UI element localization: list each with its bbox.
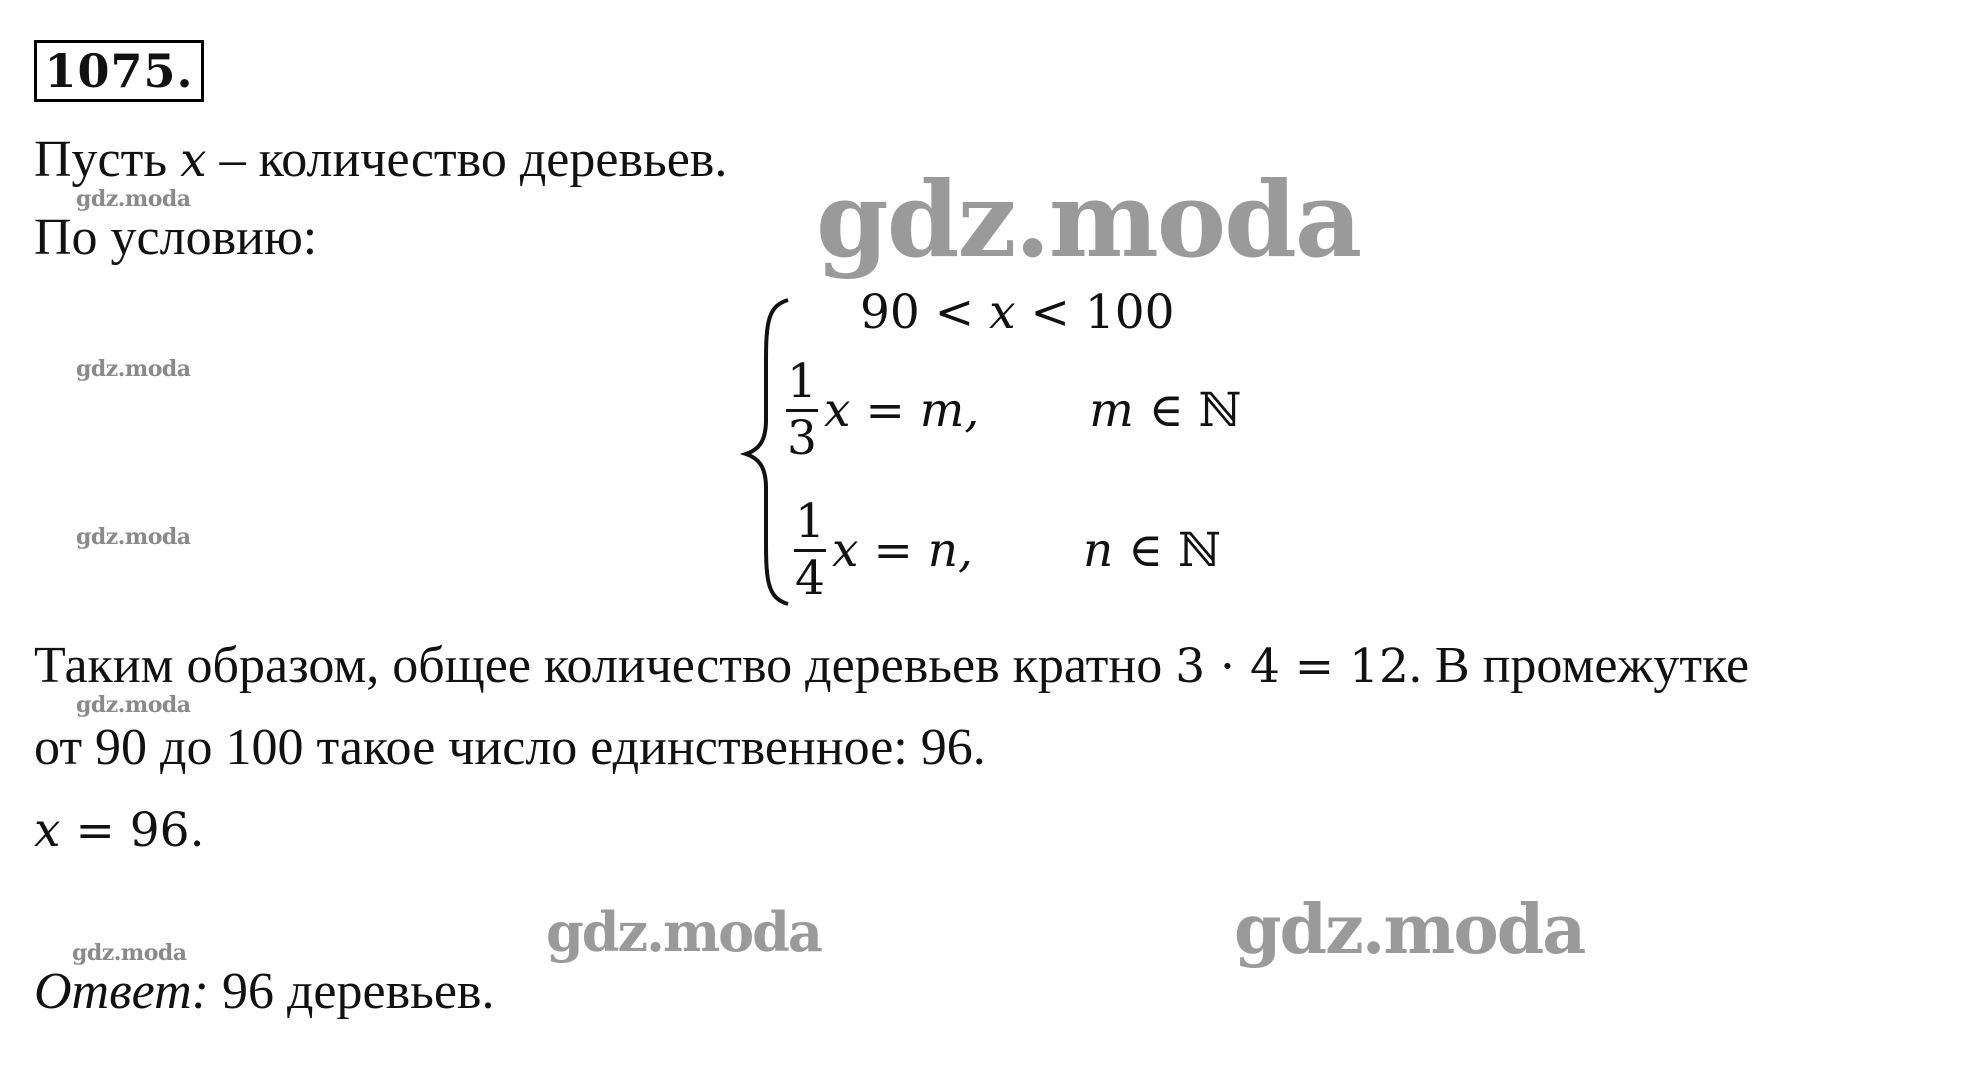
row2-variable: x xyxy=(824,382,851,438)
system-row-3 xyxy=(794,490,1221,610)
row1-variable: x xyxy=(989,284,1016,340)
row3-condition-set: ∈ ℕ xyxy=(1113,522,1221,578)
conclusion-text-b: . В промежутке xyxy=(1408,637,1750,694)
row2-condition-variable: m xyxy=(1089,382,1134,438)
answer-label: Ответ: xyxy=(34,963,209,1020)
conclusion-line-1 xyxy=(34,636,1749,697)
intro-text-a: Пусть xyxy=(34,131,181,188)
condition-line: По условию: xyxy=(34,209,318,266)
watermark-small: gdz.moda xyxy=(76,186,191,212)
row2-rhs: m, xyxy=(919,382,980,438)
problem-number: 1075. xyxy=(34,40,204,102)
answer-text: 96 деревьев. xyxy=(208,963,495,1020)
result-variable: x xyxy=(34,803,61,858)
row3-condition-variable: n xyxy=(1083,522,1114,578)
watermark-large: gdz.moda xyxy=(816,158,1361,281)
intro-variable: x xyxy=(180,133,207,188)
watermark-medium: gdz.moda xyxy=(546,900,821,964)
fraction-one-third xyxy=(786,355,818,466)
row2-condition-set: ∈ ℕ xyxy=(1133,382,1242,438)
row2-numerator: 1 xyxy=(787,353,817,409)
intro-text-b: – количество деревьев. xyxy=(206,131,728,188)
system-row-1 xyxy=(860,282,1175,342)
watermark-medium: gdz.moda xyxy=(1234,890,1585,970)
watermark-small: gdz.moda xyxy=(72,940,187,966)
watermark-small: gdz.moda xyxy=(76,524,191,550)
intro-line xyxy=(34,130,727,191)
conclusion-line-2: от 90 до 100 такое число единственное: 96. xyxy=(34,719,986,776)
row3-variable: x xyxy=(832,522,859,578)
row3-equals: = xyxy=(858,522,928,578)
conclusion-text-a: Таким образом, общее количество деревьев кратно xyxy=(34,637,1176,694)
row1-left: 90 < xyxy=(860,284,990,340)
answer-line xyxy=(34,962,494,1022)
row3-denominator: 4 xyxy=(795,550,825,606)
row2-denominator: 3 xyxy=(787,410,817,466)
row1-right: < 100 xyxy=(1015,284,1175,340)
result-value: = 96. xyxy=(60,803,205,858)
result-line xyxy=(34,800,205,861)
row3-rhs: n, xyxy=(927,522,973,578)
watermark-small: gdz.moda xyxy=(76,692,191,718)
system-row-2 xyxy=(786,350,1242,470)
row2-equals: = xyxy=(850,382,920,438)
fraction-one-fourth xyxy=(794,495,826,606)
conclusion-math: 3 · 4 = 12 xyxy=(1175,639,1409,694)
row3-numerator: 1 xyxy=(795,493,825,549)
watermark-small: gdz.moda xyxy=(76,356,191,382)
